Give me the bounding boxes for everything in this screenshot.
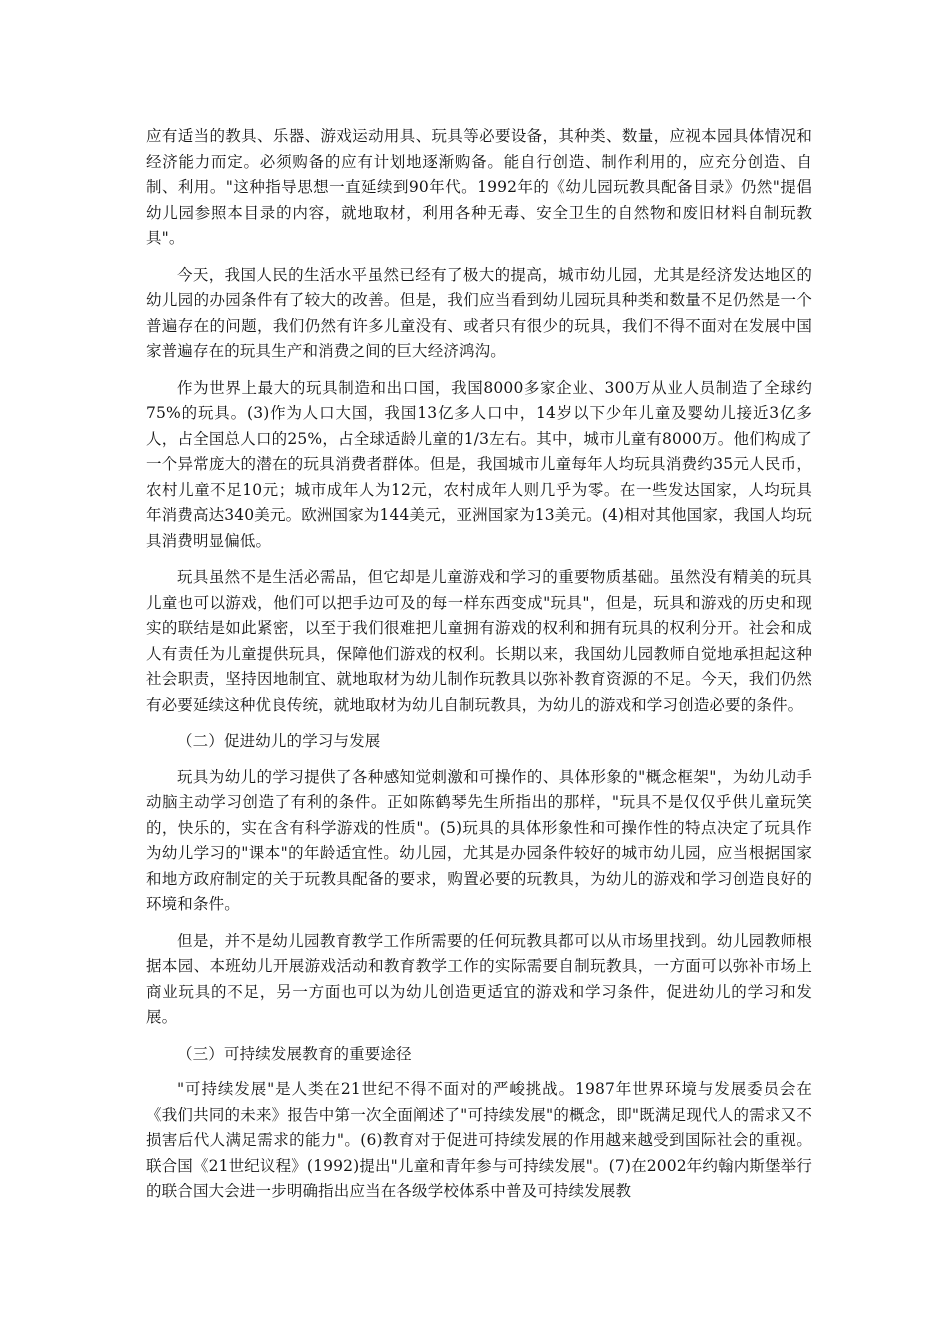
body-paragraph: 应有适当的教具、乐器、游戏运动用具、玩具等必要设备，其种类、数量，应视本园具体情况和经济能力而定。必须购备的应有计划地逐渐购备。能自行创造、制作利用的，应充分创造、自制、利用。"这种指导思想一直延续到90年代。1992年的《幼儿园玩教具配备目录》仍然"提倡幼儿园参照本目录的内容，就地取材，利用各种无毒、安全卫生的自然物和废旧材料自制玩教具"。 xyxy=(146,127,812,247)
body-paragraph: 玩具虽然不是生活必需品，但它却是儿童游戏和学习的重要物质基础。虽然没有精美的玩具儿童也可以游戏，他们可以把手边可及的每一样东西变成"玩具"，但是，玩具和游戏的历史和现实的联结是如此紧密，以至于我们很难把儿童拥有游戏的权利和拥有玩具的权利分开。社会和成人有责任为儿童提供玩具，保障他们游戏的权利。长期以来，我国幼儿园教师自觉地承担起这种社会职责，坚持因地制宜、就地取材为幼儿制作玩教具以弥补教育资源的不足。今天，我们仍然有必要延续这种优良传统，就地取材为幼儿自制玩教具，为幼儿的游戏和学习创造必要的条件。 xyxy=(146,568,812,714)
document-body xyxy=(146,124,812,1216)
body-paragraph: 但是，并不是幼儿园教育教学工作所需要的任何玩教具都可以从市场里找到。幼儿园教师根据本园、本班幼儿开展游戏活动和教育教学工作的实际需要自制玩教具，一方面可以弥补市场上商业玩具的不足，另一方面也可以为幼儿创造更适宜的游戏和学习条件，促进幼儿的学习和发展。 xyxy=(146,931,812,1026)
section-heading: （二）促进幼儿的学习与发展 xyxy=(177,732,381,750)
body-paragraph: 作为世界上最大的玩具制造和出口国，我国8000多家企业、300万从业人员制造了全球约75%的玩具。(3)作为人口大国，我国13亿多人口中，14岁以下少年儿童及婴幼儿接近3亿多人，占全国总人口的25%，占全球适龄儿童的1/3左右。其中，城市儿童有8000万。他们构成了一个异常庞大的潜在的玩具消费者群体。但是，我国城市儿童每年人均玩具消费约35元人民币，农村儿童不足10元；城市成年人为12元，农村成年人则几乎为零。在一些发达国家，人均玩具年消费高达340美元。欧洲国家为144美元，亚洲国家为13美元。(4)相对其他国家，我国人均玩具消费明显偏低。 xyxy=(146,378,812,550)
body-paragraph: 今天，我国人民的生活水平虽然已经有了极大的提高，城市幼儿园，尤其是经济发达地区的幼儿园的办园条件有了较大的改善。但是，我们应当看到幼儿园玩具种类和数量不足仍然是一个普遍存在的问题，我们仍然有许多儿童没有、或者只有很少的玩具，我们不得不面对在发展中国家普遍存在的玩具生产和消费之间的巨大经济鸿沟。 xyxy=(146,265,812,360)
body-paragraph: "可持续发展"是人类在21世纪不得不面对的严峻挑战。1987年世界环境与发展委员会在《我们共同的未来》报告中第一次全面阐述了"可持续发展"的概念，即"既满足现代人的需求又不损害后代人满足需求的能力"。(6)教育对于促进可持续发展的作用越来越受到国际社会的重视。联合国《21世纪议程》(1992)提出"儿童和青年参与可持续发展"。(7)在2002年约翰内斯堡举行的联合国大会进一步明确指出应当在各级学校体系中普及可持续发展教 xyxy=(146,1080,812,1200)
section-heading: （三）可持续发展教育的重要途径 xyxy=(177,1044,412,1063)
body-paragraph: 玩具为幼儿的学习提供了各种感知觉刺激和可操作的、具体形象的"概念框架"，为幼儿动手动脑主动学习创造了有利的条件。正如陈鹤琴先生所指出的那样，"玩具不是仅仅乎供儿童玩笑的，快乐的，实在含有科学游戏的性质"。(5)玩具的具体形象性和可操作性的特点决定了玩具作为幼儿学习的"课本"的年龄适宜性。幼儿园，尤其是办园条件较好的城市幼儿园，应当根据国家和地方政府制定的关于玩教具配备的要求，购置必要的玩教具，为幼儿的游戏和学习创造良好的环境和条件。 xyxy=(146,767,812,913)
